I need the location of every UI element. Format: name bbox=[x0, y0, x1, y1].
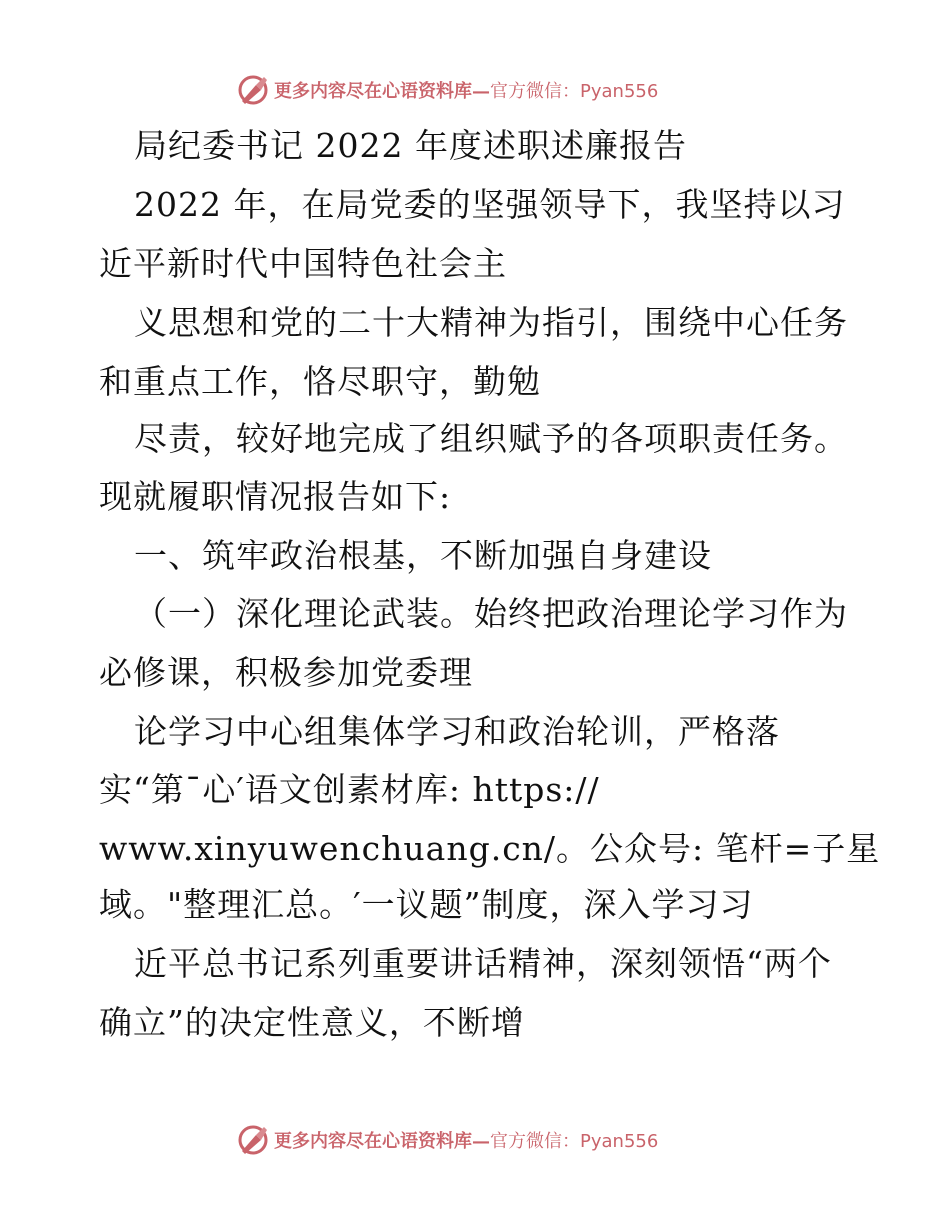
pen-nib-logo-icon bbox=[236, 73, 270, 107]
paragraph-line: 实“第¯心′语文创素材库: https:// bbox=[99, 770, 600, 809]
footer-watermark-banner bbox=[236, 1122, 658, 1158]
paragraph-line: 现就履职情况报告如下: bbox=[99, 477, 452, 516]
header-watermark-banner bbox=[236, 72, 658, 108]
paragraph-line: 和重点工作，恪尽职守，勤勉 bbox=[99, 362, 541, 401]
paragraph-line: 义思想和党的二十大精神为指引，围绕中心任务 bbox=[134, 303, 848, 342]
section-heading: 一、筑牢政治根基，不断加强自身建设 bbox=[134, 536, 712, 575]
paragraph-line: 确立”的决定性意义，不断增 bbox=[99, 1003, 525, 1042]
paragraph-line: 论学习中心组集体学习和政治轮训，严格落 bbox=[134, 712, 780, 751]
document-title: 局纪委书记 2022 年度述职述廉报告 bbox=[134, 126, 687, 165]
paragraph-line: 近平总书记系列重要讲话精神，深刻领悟“两个 bbox=[134, 944, 832, 983]
footer-wechat-text: 官方微信：Pyan556 bbox=[490, 1131, 659, 1152]
header-promo-text: 更多内容尽在心语资料库— bbox=[274, 81, 490, 102]
footer-promo-text: 更多内容尽在心语资料库— bbox=[274, 1131, 490, 1152]
header-wechat-text: 官方微信：Pyan556 bbox=[490, 81, 659, 102]
paragraph-line: 域。"整理汇总。′一议题”制度，深入学习习 bbox=[99, 885, 754, 924]
paragraph-line: 近平新时代中国特色社会主 bbox=[99, 244, 507, 283]
subsection-heading: （一）深化理论武装。始终把政治理论学习作为 bbox=[134, 594, 848, 633]
paragraph-line: 2022 年，在局党委的坚强领导下，我坚持以习 bbox=[134, 185, 846, 224]
paragraph-line: 尽责，较好地完成了组织赋予的各项职责任务。 bbox=[134, 419, 848, 458]
paragraph-line: www.xinyuwenchuang.cn/。公众号: 笔杆=子星 bbox=[99, 829, 881, 868]
pen-nib-logo-icon bbox=[236, 1123, 270, 1157]
paragraph-line: 必修课，积极参加党委理 bbox=[99, 653, 473, 692]
